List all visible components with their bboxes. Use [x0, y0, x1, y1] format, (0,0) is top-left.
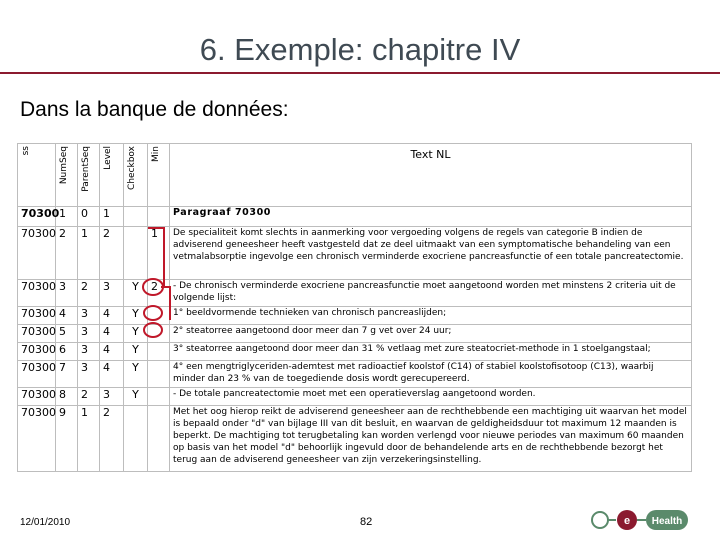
cell-ss: 70300 [18, 361, 56, 388]
header-parentseq: ParentSeq [78, 144, 100, 207]
cell-text: 3° steatorree aangetoond door meer dan 31 % vetlaag met zure steatocriet-methode in 1 stoelgangstaal; [170, 343, 692, 361]
cell-numseq: 9 [56, 406, 78, 472]
cell-numseq: 1 [56, 207, 78, 227]
table-row [18, 307, 692, 325]
logo-health-text: Health [651, 516, 683, 527]
cell-min [148, 406, 170, 472]
cell-level: 3 [100, 388, 124, 406]
cell-level: 4 [100, 307, 124, 325]
header-level: Level [100, 144, 124, 207]
database-table [17, 143, 692, 479]
cell-parentseq: 3 [78, 325, 100, 343]
cell-checkbox [124, 227, 148, 280]
cell-text: De specialiteit komt slechts in aanmerking voor vergoeding volgens de regels van categorie B indien de adviserend geneesheer heeft vastgesteld dat ze deel uitmaakt van een symptomatische behandeling van een vetmalabsorptie ingevolge een chronisch verminderde exocriene pancreasfunctie of een totale pancreatectomie. [170, 227, 692, 280]
cell-checkbox [124, 207, 148, 227]
cell-ss: 70300 [18, 388, 56, 406]
cell-numseq: 5 [56, 325, 78, 343]
table-row [18, 343, 692, 361]
cell-level: 4 [100, 361, 124, 388]
cell-level: 4 [100, 325, 124, 343]
footer-date: 12/01/2010 [20, 517, 71, 528]
cell-text: Met het oog hierop reikt de adviserend geneesheer aan de rechthebbende een machtiging uit waarvan het model is bepaald onder "d" van bijlage III van dit besluit, en waarvan de geldigheidsduur tot maximum 12 maanden is beperkt. De machtiging tot terugbetaling kan worden verlengd voor nieuwe periodes van maximum 60 maanden op basis van het model "d" behoorlijk ingevuld door de behandelende arts en de rechthebbende bezorgt het terug aan de adviserend geneesheer van zijn verzekeringsinstelling. [170, 406, 692, 472]
table-row [18, 406, 692, 472]
table-row [18, 388, 692, 406]
table-row [18, 361, 692, 388]
cell-text: - De chronisch verminderde exocriene pancreasfunctie moet aangetoond worden met minstens 2 criteria uit de volgende lijst: [170, 280, 692, 307]
table-row [18, 280, 692, 307]
cell-checkbox: Y [124, 325, 148, 343]
cell-ss: 70300 [18, 343, 56, 361]
header-text-nl: Text NL [170, 144, 692, 207]
cell-parentseq: 1 [78, 227, 100, 280]
cell-min [148, 388, 170, 406]
cell-level: 2 [100, 406, 124, 472]
cell-numseq: 2 [56, 227, 78, 280]
cell-ss: 70300 [18, 325, 56, 343]
table-header-row [18, 144, 692, 207]
cell-level: 2 [100, 227, 124, 280]
cell-level: 3 [100, 280, 124, 307]
cell-numseq: 7 [56, 361, 78, 388]
cell-checkbox: Y [124, 307, 148, 325]
cell-numseq: 4 [56, 307, 78, 325]
cell-parentseq: 2 [78, 388, 100, 406]
title-divider [0, 72, 720, 74]
cell-ss: 70300 [18, 406, 56, 472]
logo-e-text: e [623, 515, 631, 527]
cell-checkbox [124, 406, 148, 472]
cell-text: 2° steatorree aangetoond door meer dan 7 g vet over 24 uur; [170, 325, 692, 343]
cell-text: Paragraaf 70300 [170, 207, 692, 227]
table-row [18, 227, 692, 280]
slide-title: 6. Exemple: chapitre IV [199, 32, 521, 67]
page-number: 82 [360, 516, 373, 528]
cell-parentseq: 2 [78, 280, 100, 307]
cell-min: 2 [148, 280, 170, 307]
slide-subtitle: Dans la banque de données: [20, 98, 289, 121]
cell-numseq: 6 [56, 343, 78, 361]
ehealth-logo [590, 508, 690, 532]
cell-numseq: 3 [56, 280, 78, 307]
cell-checkbox: Y [124, 343, 148, 361]
table-row [18, 325, 692, 343]
cell-parentseq: 0 [78, 207, 100, 227]
cell-ss: 70300 [18, 227, 56, 280]
header-checkbox: Checkbox [124, 144, 148, 207]
cell-parentseq: 3 [78, 343, 100, 361]
cell-text: 1° beeldvormende technieken van chronisch pancreaslijden; [170, 307, 692, 325]
cell-parentseq: 3 [78, 307, 100, 325]
cell-checkbox: Y [124, 361, 148, 388]
cell-level: 4 [100, 343, 124, 361]
cell-ss: 70300 [18, 307, 56, 325]
cell-text: 4° een mengtriglyceriden-ademtest met radioactief koolstof (C14) of stabiel koolstofisotoop (C13), waarbij minder dan 23 % van de toegediende dosis wordt gerecupereerd. [170, 361, 692, 388]
table-row [18, 207, 692, 227]
cell-min [148, 325, 170, 343]
cell-min [148, 307, 170, 325]
header-numseq: NumSeq [56, 144, 78, 207]
cell-numseq: 8 [56, 388, 78, 406]
cell-min [148, 361, 170, 388]
cell-min [148, 343, 170, 361]
header-min: Min [148, 144, 170, 207]
cell-checkbox: Y [124, 388, 148, 406]
cell-ss: 70300 [18, 280, 56, 307]
cell-ss: 70300 [18, 207, 56, 227]
cell-text: - De totale pancreatectomie moet met een operatieverslag aangetoond worden. [170, 388, 692, 406]
cell-parentseq: 3 [78, 361, 100, 388]
cell-parentseq: 1 [78, 406, 100, 472]
cell-checkbox: Y [124, 280, 148, 307]
cell-min [148, 207, 170, 227]
cell-min: 1 [148, 227, 170, 280]
cell-level: 1 [100, 207, 124, 227]
header-ss: ss [18, 144, 56, 207]
